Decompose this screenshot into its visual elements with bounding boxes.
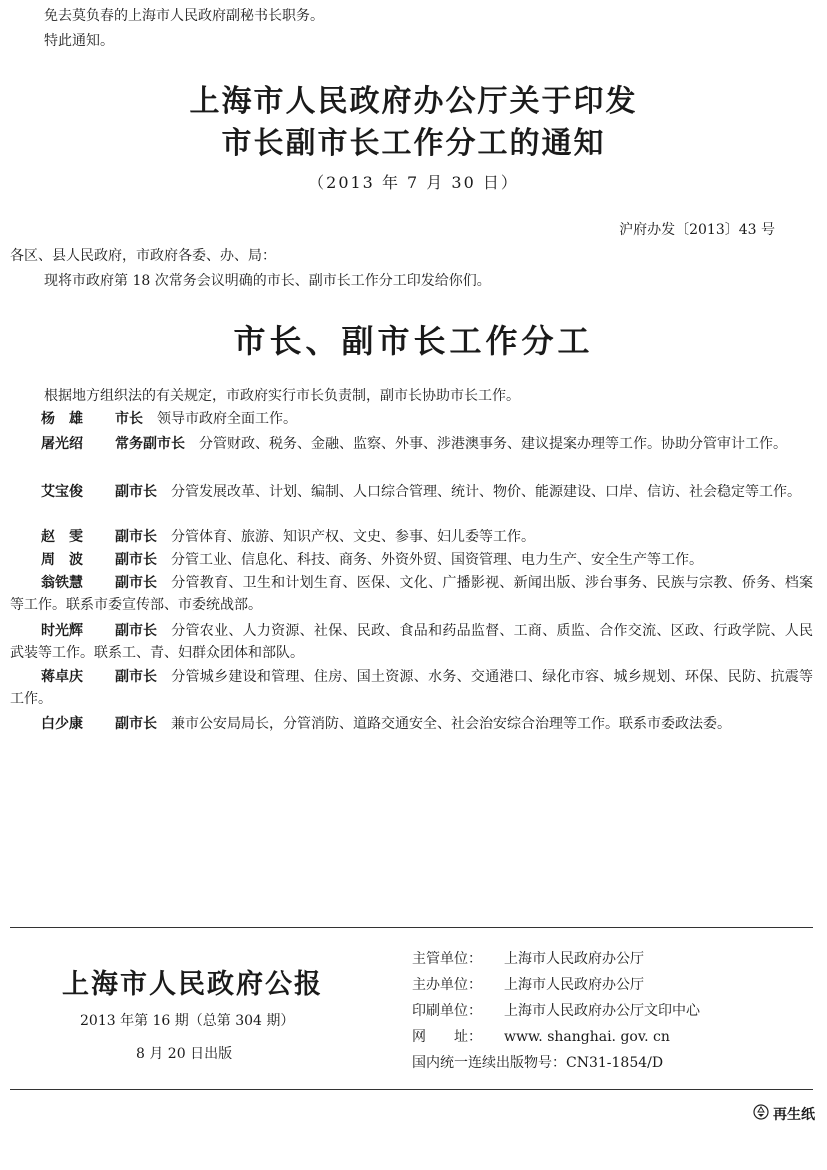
official-duties: 分管教育、卫生和计划生育、医保、文化、广播影视、新闻出版、涉台事务、民族与宗教、侨务、档案等工作。联系市委宣传部、市委统战部。	[10, 575, 813, 613]
official-role: 副市长	[115, 484, 157, 500]
official-entry	[10, 408, 813, 430]
official-entry	[10, 481, 813, 503]
official-name: 时光辉	[41, 623, 83, 639]
division-heading: 市长、副市长工作分工	[233, 322, 594, 360]
publisher-value: 上海市人民政府办公厅	[504, 951, 644, 967]
official-name: 翁铁慧	[41, 575, 83, 591]
official-role: 副市长	[115, 716, 157, 732]
publisher-label: 印刷单位：	[412, 1003, 482, 1019]
official-duties: 分管体育、旅游、知识产权、文史、参事、妇儿委等工作。	[171, 529, 535, 545]
official-duties: 分管工业、信息化、科技、商务、外资外贸、国资管理、电力生产、安全生产等工作。	[171, 552, 703, 568]
official-name: 赵 雯	[41, 529, 83, 545]
official-entry	[10, 713, 813, 735]
official-entry	[10, 549, 813, 571]
website-row	[412, 1025, 670, 1049]
addressee: 各区、县人民政府，市政府各委、办、局：	[10, 248, 276, 264]
website-value: www. shanghai. gov. cn	[504, 1029, 670, 1045]
footer-rule-bottom	[10, 1089, 813, 1090]
publish-date: 8 月 20 日出版	[136, 1046, 233, 1062]
official-duties: 分管农业、人力资源、社保、民政、食品和药品监督、工商、质监、合作交流、区政、行政学院、人民武装等工作。联系工、青、妇群众团体和部队。	[10, 623, 813, 661]
official-role: 副市长	[115, 552, 157, 568]
official-entry	[10, 572, 813, 616]
official-entry	[10, 666, 813, 710]
publisher-label: 主管单位：	[412, 951, 482, 967]
official-name: 白少康	[41, 716, 83, 732]
official-role: 副市长	[115, 669, 157, 685]
official-name: 蒋卓庆	[41, 669, 83, 685]
official-duties: 分管城乡建设和管理、住房、国土资源、水务、交通港口、绿化市容、城乡规划、环保、民防、抗震等工作。	[10, 669, 813, 707]
serial-number-value: CN31-1854/D	[566, 1055, 664, 1071]
notice-date: （2013 年 7 月 30 日）	[308, 173, 519, 192]
official-name: 杨 雄	[41, 411, 83, 427]
serial-number-row	[412, 1051, 663, 1075]
footer-rule-top	[10, 927, 813, 928]
publisher-row	[412, 973, 644, 997]
official-role: 副市长	[115, 529, 157, 545]
recycled-paper-label: 再生纸	[773, 1107, 815, 1123]
official-role: 副市长	[115, 623, 157, 639]
official-role: 市长	[115, 411, 143, 427]
doc-number: 沪府办发〔2013〕43 号	[619, 222, 775, 238]
official-role: 副市长	[115, 575, 157, 591]
serial-number-label: 国内统一连续出版物号：	[412, 1055, 566, 1071]
recycle-icon	[753, 1104, 769, 1124]
publication-title: 上海市人民政府公报	[62, 969, 323, 1000]
notice-body: 现将市政府第 18 次常务会议明确的市长、副市长工作分工印发给你们。	[44, 273, 491, 289]
prev-text-line1: 免去莫负春的上海市人民政府副秘书长职务。	[44, 8, 324, 24]
recycled-paper-mark	[753, 1104, 815, 1124]
notice-title-line1: 上海市人民政府办公厅关于印发	[189, 84, 638, 119]
official-name: 艾宝俊	[41, 484, 83, 500]
division-intro: 根据地方组织法的有关规定，市政府实行市长负责制，副市长协助市长工作。	[44, 388, 520, 404]
publisher-label: 主办单位：	[412, 977, 482, 993]
publisher-row	[412, 999, 700, 1023]
official-entry	[10, 526, 813, 548]
official-role: 常务副市长	[115, 436, 185, 452]
notice-title-line2: 市长副市长工作分工的通知	[221, 126, 606, 161]
official-duties: 分管财政、税务、金融、监察、外事、涉港澳事务、建议提案办理等工作。协助分管审计工作。	[199, 436, 787, 452]
issue-number: 2013 年第 16 期（总第 304 期）	[80, 1013, 295, 1029]
official-entry	[10, 620, 813, 664]
prev-text-line2: 特此通知。	[44, 33, 114, 49]
official-duties: 兼市公安局局长，分管消防、道路交通安全、社会治安综合治理等工作。联系市委政法委。	[171, 716, 731, 732]
publisher-row	[412, 947, 644, 971]
website-label: 网 址：	[412, 1029, 482, 1045]
publisher-value: 上海市人民政府办公厅	[504, 977, 644, 993]
official-entry	[10, 433, 813, 455]
official-name: 周 波	[41, 552, 83, 568]
publisher-value: 上海市人民政府办公厅文印中心	[504, 1003, 700, 1019]
official-duties: 领导市政府全面工作。	[157, 411, 297, 427]
official-name: 屠光绍	[41, 436, 83, 452]
official-duties: 分管发展改革、计划、编制、人口综合管理、统计、物价、能源建设、口岸、信访、社会稳定等工作。	[171, 484, 801, 500]
